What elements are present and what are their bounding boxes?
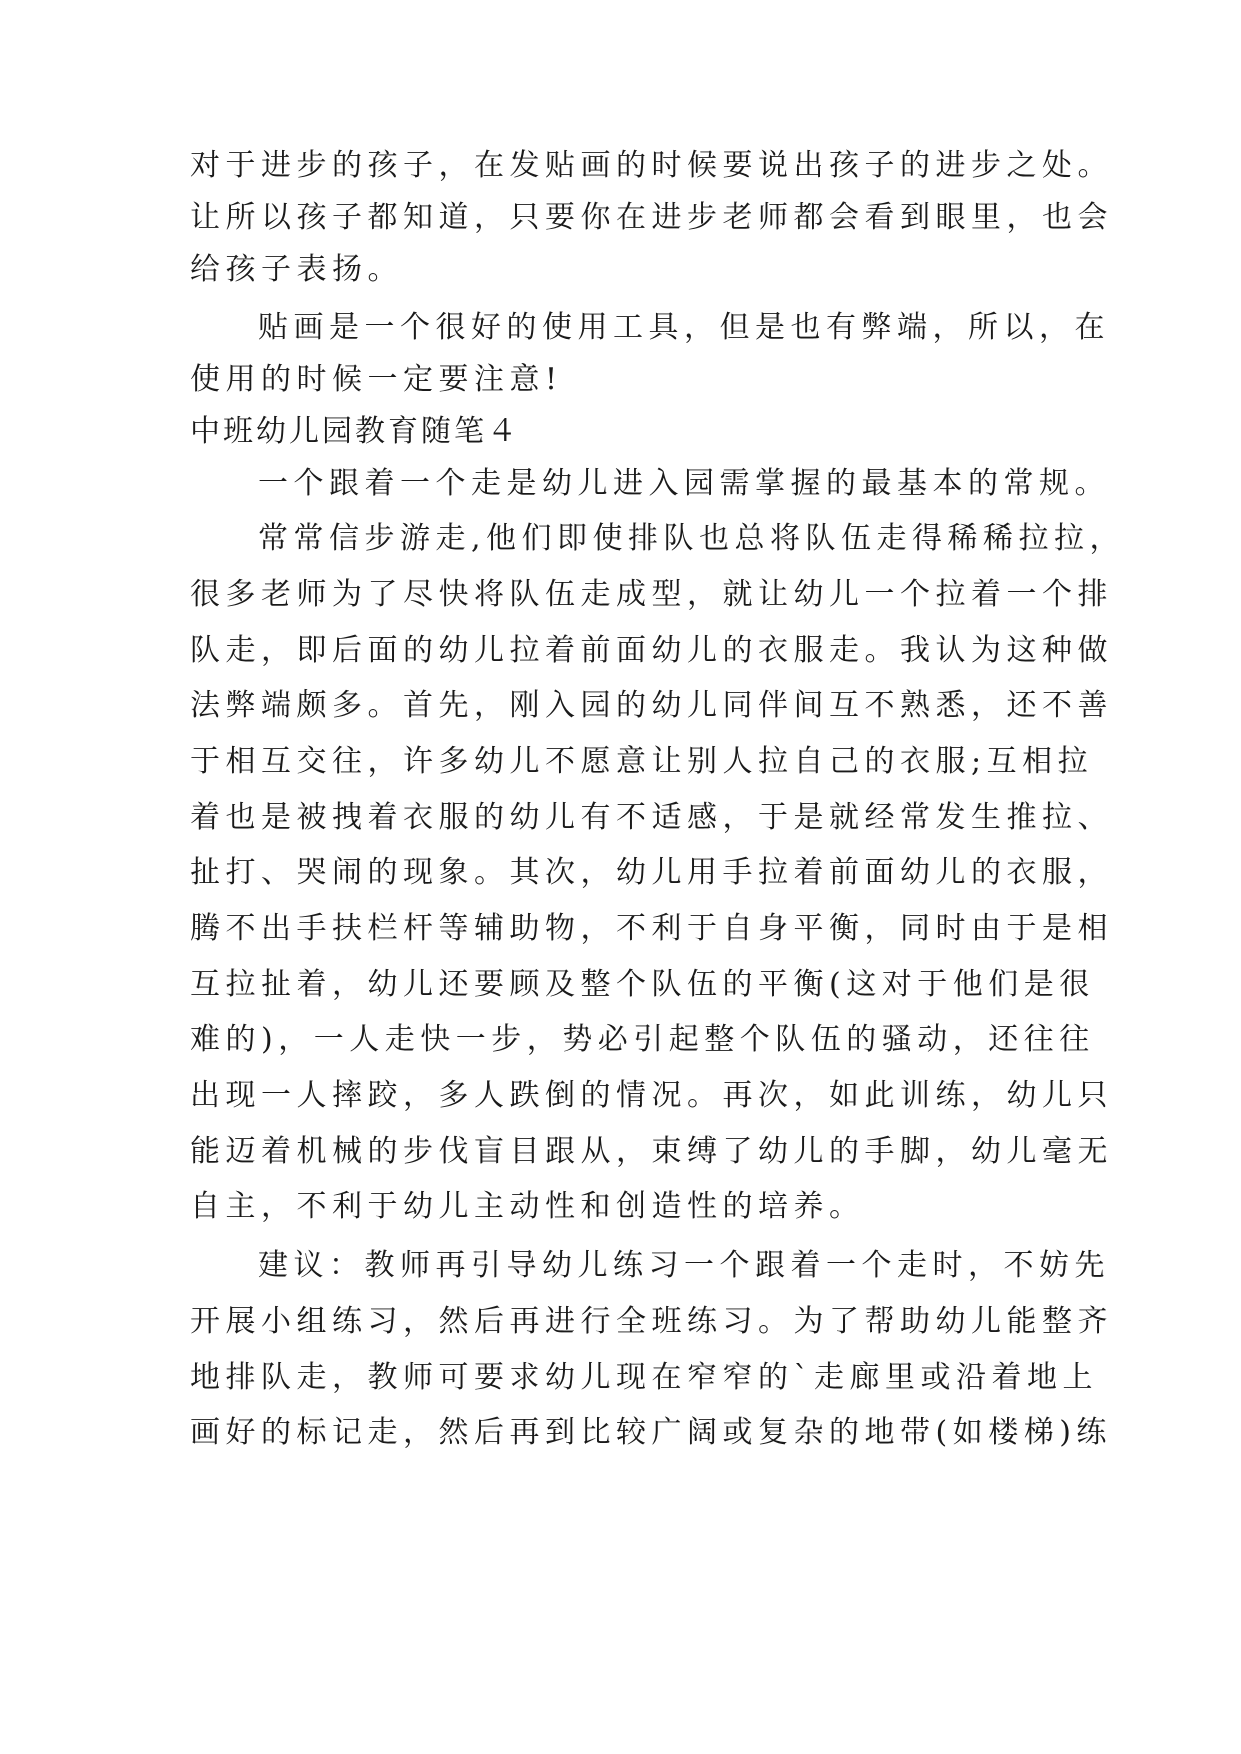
text-line: 队走，即后面的幼儿拉着前面幼儿的衣服走。我认为这种做 <box>190 633 1113 668</box>
text-line: 常常信步游走,他们即使排队也总将队伍走得稀稀拉拉， <box>258 521 1126 556</box>
text-line: 地排队走，教师可要求幼儿现在窄窄的`走廊里或沿着地上 <box>190 1360 1098 1395</box>
text-line: 难的)，一人走快一步，势必引起整个队伍的骚动，还往往 <box>190 1022 1095 1057</box>
text-line: 很多老师为了尽快将队伍走成型，就让幼儿一个拉着一个排 <box>190 577 1113 612</box>
text-line: 腾不出手扶栏杆等辅助物，不利于自身平衡，同时由于是相 <box>190 911 1113 946</box>
text-line: 使用的时候一定要注意! <box>190 362 563 397</box>
text-line: 贴画是一个很好的使用工具，但是也有弊端，所以，在 <box>258 310 1110 345</box>
text-line: 出现一人摔跤，多人跌倒的情况。再次，如此训练，幼儿只 <box>190 1078 1113 1113</box>
text-line: 于相互交往，许多幼儿不愿意让别人拉自己的衣服;互相拉 <box>190 744 1094 779</box>
text-line: 让所以孩子都知道，只要你在进步老师都会看到眼里，也会 <box>190 200 1113 235</box>
text-line: 对于进步的孩子，在发贴画的时候要说出孩子的进步之处。 <box>190 148 1113 183</box>
text-line: 法弊端颇多。首先，刚入园的幼儿同伴间互不熟悉，还不善 <box>190 688 1113 723</box>
text-line: 一个跟着一个走是幼儿进入园需掌握的最基本的常规。 <box>258 466 1110 501</box>
text-line: 开展小组练习，然后再进行全班练习。为了帮助幼儿能整齐 <box>190 1304 1113 1339</box>
text-line: 画好的标记走，然后再到比较广阔或复杂的地带(如楼梯)练 <box>190 1415 1112 1450</box>
text-line: 给孩子表扬。 <box>190 252 403 287</box>
text-line: 扯打、哭闹的现象。其次，幼儿用手拉着前面幼儿的衣服， <box>190 855 1113 890</box>
text-line: 自主，不利于幼儿主动性和创造性的培养。 <box>190 1189 865 1224</box>
text-line: 建议：教师再引导幼儿练习一个跟着一个走时，不妨先 <box>258 1248 1110 1283</box>
text-line: 能迈着机械的步伐盲目跟从，束缚了幼儿的手脚，幼儿毫无 <box>190 1134 1113 1169</box>
text-line: 互拉扯着，幼儿还要顾及整个队伍的平衡(这对于他们是很 <box>190 967 1095 1002</box>
text-line: 着也是被拽着衣服的幼儿有不适感，于是就经常发生推拉、 <box>190 800 1113 835</box>
section-heading: 中班幼儿园教育随笔４ <box>190 414 520 449</box>
